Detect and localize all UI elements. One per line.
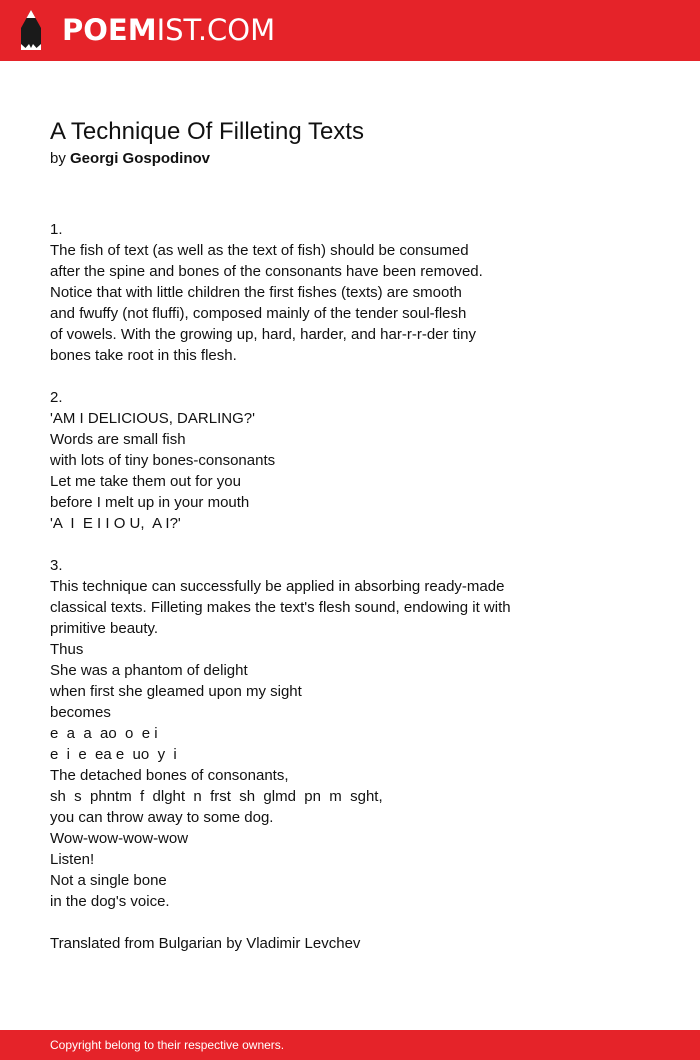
pencil-tip-icon [17,9,45,51]
brand-logo-bold: POEM [62,13,157,47]
poem-line: before I melt up in your mouth [50,494,250,511]
poem-line: Thus [50,641,84,658]
poem-line: This technique can successfully be applied in absorbing ready-made [50,578,505,595]
site-footer [0,1030,700,1060]
poem-line: Words are small fish [50,431,186,448]
copyright-notice: Copyright belong to their respective owners. [50,1038,285,1052]
poem-line: e a a ao o e i [50,725,158,742]
brand-logo-light: IST.COM [156,13,276,47]
poem-line: 'AM I DELICIOUS, DARLING?' [50,410,255,427]
poem-line: with lots of tiny bones-consonants [50,452,276,469]
poem-title: A Technique Of Filleting Texts [50,118,364,145]
poem-line: 1. [50,221,63,238]
poem-line: primitive beauty. [50,620,159,637]
poem-line: The fish of text (as well as the text of fish) should be consumed [50,242,469,259]
poem-line: 'A I E I I O U, A I?' [50,515,181,532]
poem-line: becomes [50,704,111,721]
poem-line: after the spine and bones of the consonants have been removed. [50,263,483,280]
poem-line: Wow-wow-wow-wow [50,830,189,847]
by-label: by [50,150,66,167]
poem-line: and fwuffy (not fluffi), composed mainly of the tender soul-flesh [50,305,467,322]
poem-line: bones take root in this flesh. [50,347,237,364]
poem-line: e i e ea e uo y i [50,746,177,763]
poem-line: Notice that with little children the first fishes (texts) are smooth [50,284,462,301]
poem-line [50,534,650,555]
byline [50,148,210,169]
poem-line: you can throw away to some dog. [50,809,274,826]
poem-line: Translated from Bulgarian by Vladimir Levchev [50,935,361,952]
poem-line: when first she gleamed upon my sight [50,683,302,700]
poem-line [50,912,650,933]
poem-line: in the dog's voice. [50,893,170,910]
poem-line: 2. [50,389,63,406]
poem-line [50,366,650,387]
poem-line: Let me take them out for you [50,473,241,490]
poem-line: Listen! [50,851,95,868]
poem-line: of vowels. With the growing up, hard, harder, and har-r-r-der tiny [50,326,477,343]
poem-line: sh s phntm f dlght n frst sh glmd pn m sght, [50,788,383,805]
poem-body [50,219,650,954]
author-name: Georgi Gospodinov [70,150,211,167]
poem-line: Not a single bone [50,872,167,889]
poem-line: The detached bones of consonants, [50,767,289,784]
poem-line: classical texts. Filleting makes the text's flesh sound, endowing it with [50,599,511,616]
poem-line: She was a phantom of delight [50,662,248,679]
poem-line: 3. [50,557,63,574]
brand-logo[interactable] [62,11,275,49]
site-header [0,0,700,61]
